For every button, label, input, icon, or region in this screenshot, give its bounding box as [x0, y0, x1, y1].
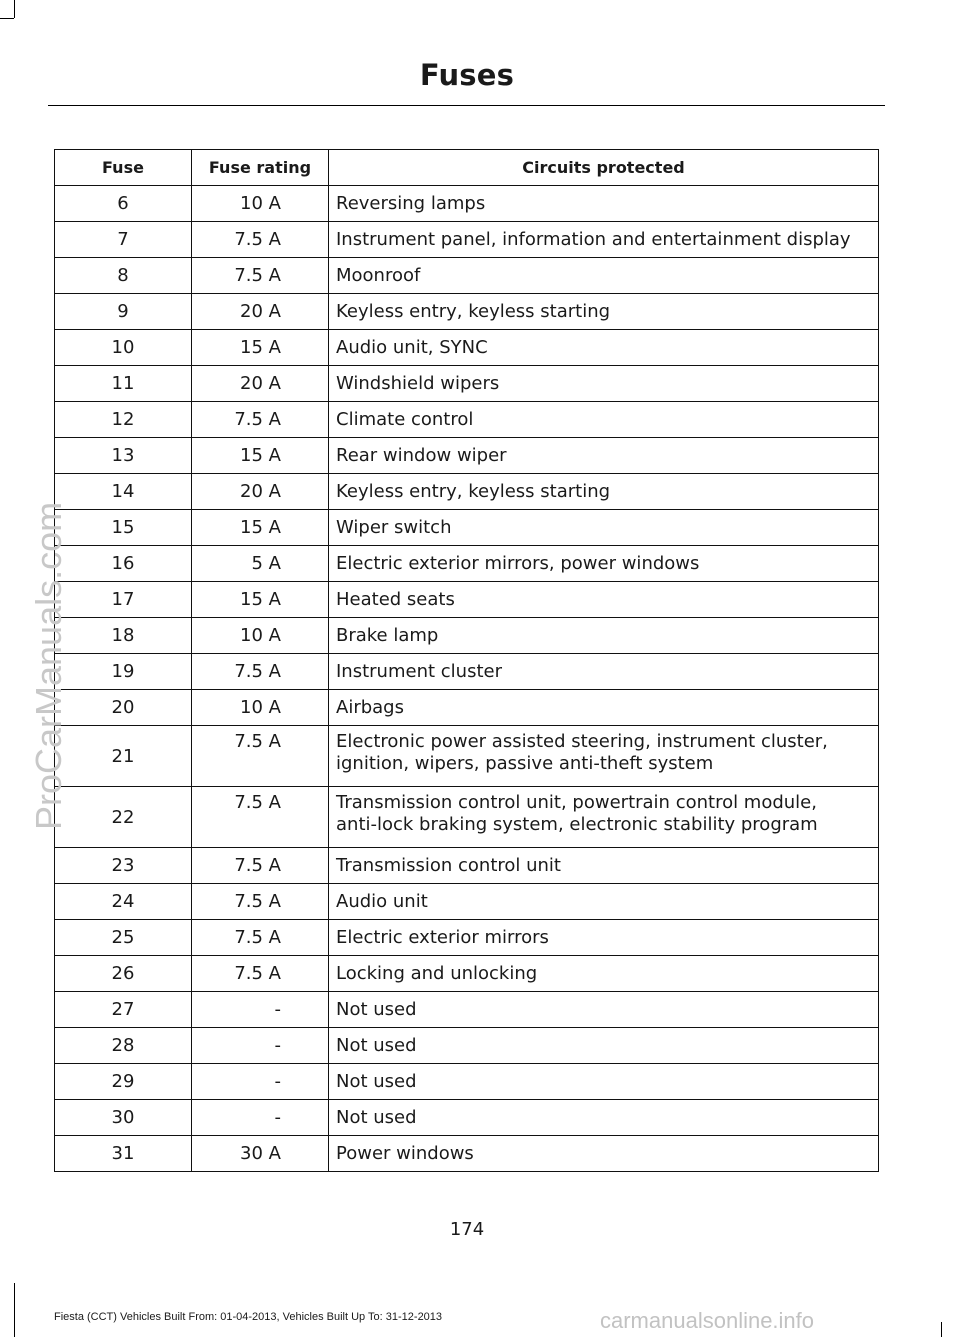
fuse-number: 9: [55, 294, 192, 330]
fuse-number: 16: [55, 546, 192, 582]
table-header-row: [55, 150, 879, 186]
table-row: [55, 510, 879, 546]
table-row: [55, 438, 879, 474]
circuits-protected: [329, 848, 879, 884]
fuse-number: 10: [55, 330, 192, 366]
fuse-number: 15: [55, 510, 192, 546]
fuse-number: 28: [55, 1028, 192, 1064]
fuse-rating: 15 A: [192, 582, 329, 618]
table-row: [55, 618, 879, 654]
fuse-number: 6: [55, 186, 192, 222]
circuit-line: Not used: [336, 998, 417, 1020]
crop-mark: [941, 1322, 942, 1337]
circuits-protected: [329, 402, 879, 438]
fuse-number: 13: [55, 438, 192, 474]
fuse-rating: 7.5 A: [192, 654, 329, 690]
circuit-line: Rear window wiper: [336, 444, 507, 466]
table-row: [55, 258, 879, 294]
circuits-protected: [329, 186, 879, 222]
fuse-number: 14: [55, 474, 192, 510]
table-row: [55, 1064, 879, 1100]
header-circuits-protected: Circuits protected: [329, 150, 879, 186]
circuit-line: Locking and unlocking: [336, 962, 538, 984]
fuse-rating: 7.5 A: [192, 920, 329, 956]
circuit-line: Airbags: [336, 696, 404, 718]
fuse-rating: -: [192, 1100, 329, 1136]
fuse-rating: 7.5 A: [192, 258, 329, 294]
circuits-protected: [329, 546, 879, 582]
table-row: [55, 992, 879, 1028]
circuit-line: Heated seats: [336, 588, 455, 610]
fuse-number: 21: [55, 726, 192, 787]
title-divider: [48, 105, 885, 106]
table-row: [55, 654, 879, 690]
circuit-line: Transmission control unit: [336, 854, 561, 876]
fuse-rating: 20 A: [192, 294, 329, 330]
circuits-protected: [329, 294, 879, 330]
circuit-line: Reversing lamps: [336, 192, 486, 214]
fuse-rating: 7.5 A: [192, 884, 329, 920]
fuse-rating: 20 A: [192, 366, 329, 402]
table-row: [55, 726, 879, 787]
circuit-line: Wiper switch: [336, 516, 452, 538]
circuits-protected: [329, 992, 879, 1028]
circuit-line: Transmission control unit, powertrain control module,: [336, 792, 817, 813]
circuit-line: Not used: [336, 1034, 417, 1056]
table-row: [55, 920, 879, 956]
page-title: Fuses: [419, 58, 515, 92]
circuit-line: Power windows: [336, 1142, 474, 1164]
circuit-line: Electric exterior mirrors: [336, 926, 549, 948]
circuit-line: Audio unit: [336, 890, 428, 912]
circuits-protected: [329, 330, 879, 366]
table-row: [55, 1100, 879, 1136]
circuit-line: Windshield wipers: [336, 372, 500, 394]
table-row: [55, 582, 879, 618]
fuse-rating: 10 A: [192, 186, 329, 222]
circuits-protected: [329, 787, 879, 848]
fuse-number: 31: [55, 1136, 192, 1172]
table-row: [55, 366, 879, 402]
fuse-rating: -: [192, 1064, 329, 1100]
table-row: [55, 222, 879, 258]
fuse-number: 8: [55, 258, 192, 294]
circuits-protected: [329, 654, 879, 690]
circuits-protected: [329, 1136, 879, 1172]
fuse-rating: 15 A: [192, 510, 329, 546]
fuse-number: 24: [55, 884, 192, 920]
fuse-rating: 10 A: [192, 690, 329, 726]
circuits-protected: [329, 690, 879, 726]
circuit-line: Instrument cluster: [336, 660, 502, 682]
table-row: [55, 1136, 879, 1172]
circuits-protected: [329, 884, 879, 920]
fuse-number: 29: [55, 1064, 192, 1100]
page-number: 174: [449, 1219, 485, 1240]
table-row: [55, 474, 879, 510]
circuit-line: Not used: [336, 1070, 417, 1092]
fuse-number: 30: [55, 1100, 192, 1136]
circuit-line: Keyless entry, keyless starting: [336, 480, 611, 502]
circuits-protected: [329, 726, 879, 787]
fuse-number: 12: [55, 402, 192, 438]
header-fuse-rating: Fuse rating: [192, 150, 329, 186]
header-fuse: Fuse: [55, 150, 192, 186]
table-row: [55, 186, 879, 222]
fuse-number: 22: [55, 787, 192, 848]
fuse-number: 25: [55, 920, 192, 956]
table-row: [55, 787, 879, 848]
table-row: [55, 1028, 879, 1064]
table-row: [55, 690, 879, 726]
circuit-line: Keyless entry, keyless starting: [336, 300, 611, 322]
circuits-protected: [329, 1028, 879, 1064]
circuit-line: Electronic power assisted steering, instrument cluster,: [336, 731, 828, 752]
fuse-rating: 7.5 A: [192, 787, 329, 848]
fuse-number: 18: [55, 618, 192, 654]
circuit-line: Moonroof: [336, 264, 421, 286]
table-row: [55, 848, 879, 884]
fuse-rating: 20 A: [192, 474, 329, 510]
fuse-rating: 10 A: [192, 618, 329, 654]
table-body: [55, 186, 879, 1172]
circuits-protected: [329, 510, 879, 546]
circuits-protected: [329, 222, 879, 258]
crop-mark: [14, 1283, 15, 1337]
fuse-rating: 5 A: [192, 546, 329, 582]
circuits-protected: [329, 1064, 879, 1100]
fuse-number: 7: [55, 222, 192, 258]
table-row: [55, 884, 879, 920]
fuse-rating: 7.5 A: [192, 222, 329, 258]
fuse-number: 11: [55, 366, 192, 402]
circuits-protected: [329, 956, 879, 992]
circuits-protected: [329, 1100, 879, 1136]
circuit-line: Instrument panel, information and entertainment display: [336, 228, 851, 250]
fuse-rating: 7.5 A: [192, 402, 329, 438]
fuse-number: 19: [55, 654, 192, 690]
circuit-line: Climate control: [336, 408, 474, 430]
table-row: [55, 546, 879, 582]
circuit-line: Brake lamp: [336, 624, 439, 646]
watermark-bottom: carmanualsonline.info: [600, 1308, 815, 1333]
circuits-protected: [329, 920, 879, 956]
circuits-protected: [329, 438, 879, 474]
watermark-side: ProCarManuals.com: [28, 501, 69, 830]
circuits-protected: [329, 618, 879, 654]
crop-mark: [0, 18, 14, 19]
table-row: [55, 294, 879, 330]
crop-mark: [14, 0, 15, 18]
fuse-rating: 15 A: [192, 330, 329, 366]
circuit-line: Electric exterior mirrors, power windows: [336, 552, 700, 574]
fuse-number: 17: [55, 582, 192, 618]
circuit-line: Audio unit, SYNC: [336, 336, 488, 358]
table-row: [55, 330, 879, 366]
footer-vehicle-info: Fiesta (CCT) Vehicles Built From: 01-04-2013, Vehicles Built Up To: 31-12-2013: [54, 1311, 443, 1323]
table-row: [55, 402, 879, 438]
circuit-line: Not used: [336, 1106, 417, 1128]
fuse-number: 26: [55, 956, 192, 992]
circuits-protected: [329, 258, 879, 294]
fuse-rating: 15 A: [192, 438, 329, 474]
circuits-protected: [329, 474, 879, 510]
fuse-rating: 30 A: [192, 1136, 329, 1172]
circuits-protected: [329, 366, 879, 402]
fuse-number: 27: [55, 992, 192, 1028]
table-row: [55, 956, 879, 992]
circuits-protected: [329, 582, 879, 618]
circuit-line: anti-lock braking system, electronic stability program: [336, 814, 818, 835]
fuse-number: 20: [55, 690, 192, 726]
fuse-rating: -: [192, 992, 329, 1028]
circuit-line: ignition, wipers, passive anti-theft system: [336, 753, 714, 774]
fuse-rating: 7.5 A: [192, 848, 329, 884]
fuse-rating: 7.5 A: [192, 956, 329, 992]
fuse-rating: -: [192, 1028, 329, 1064]
fuse-table: [54, 149, 879, 1172]
fuse-number: 23: [55, 848, 192, 884]
fuse-rating: 7.5 A: [192, 726, 329, 787]
